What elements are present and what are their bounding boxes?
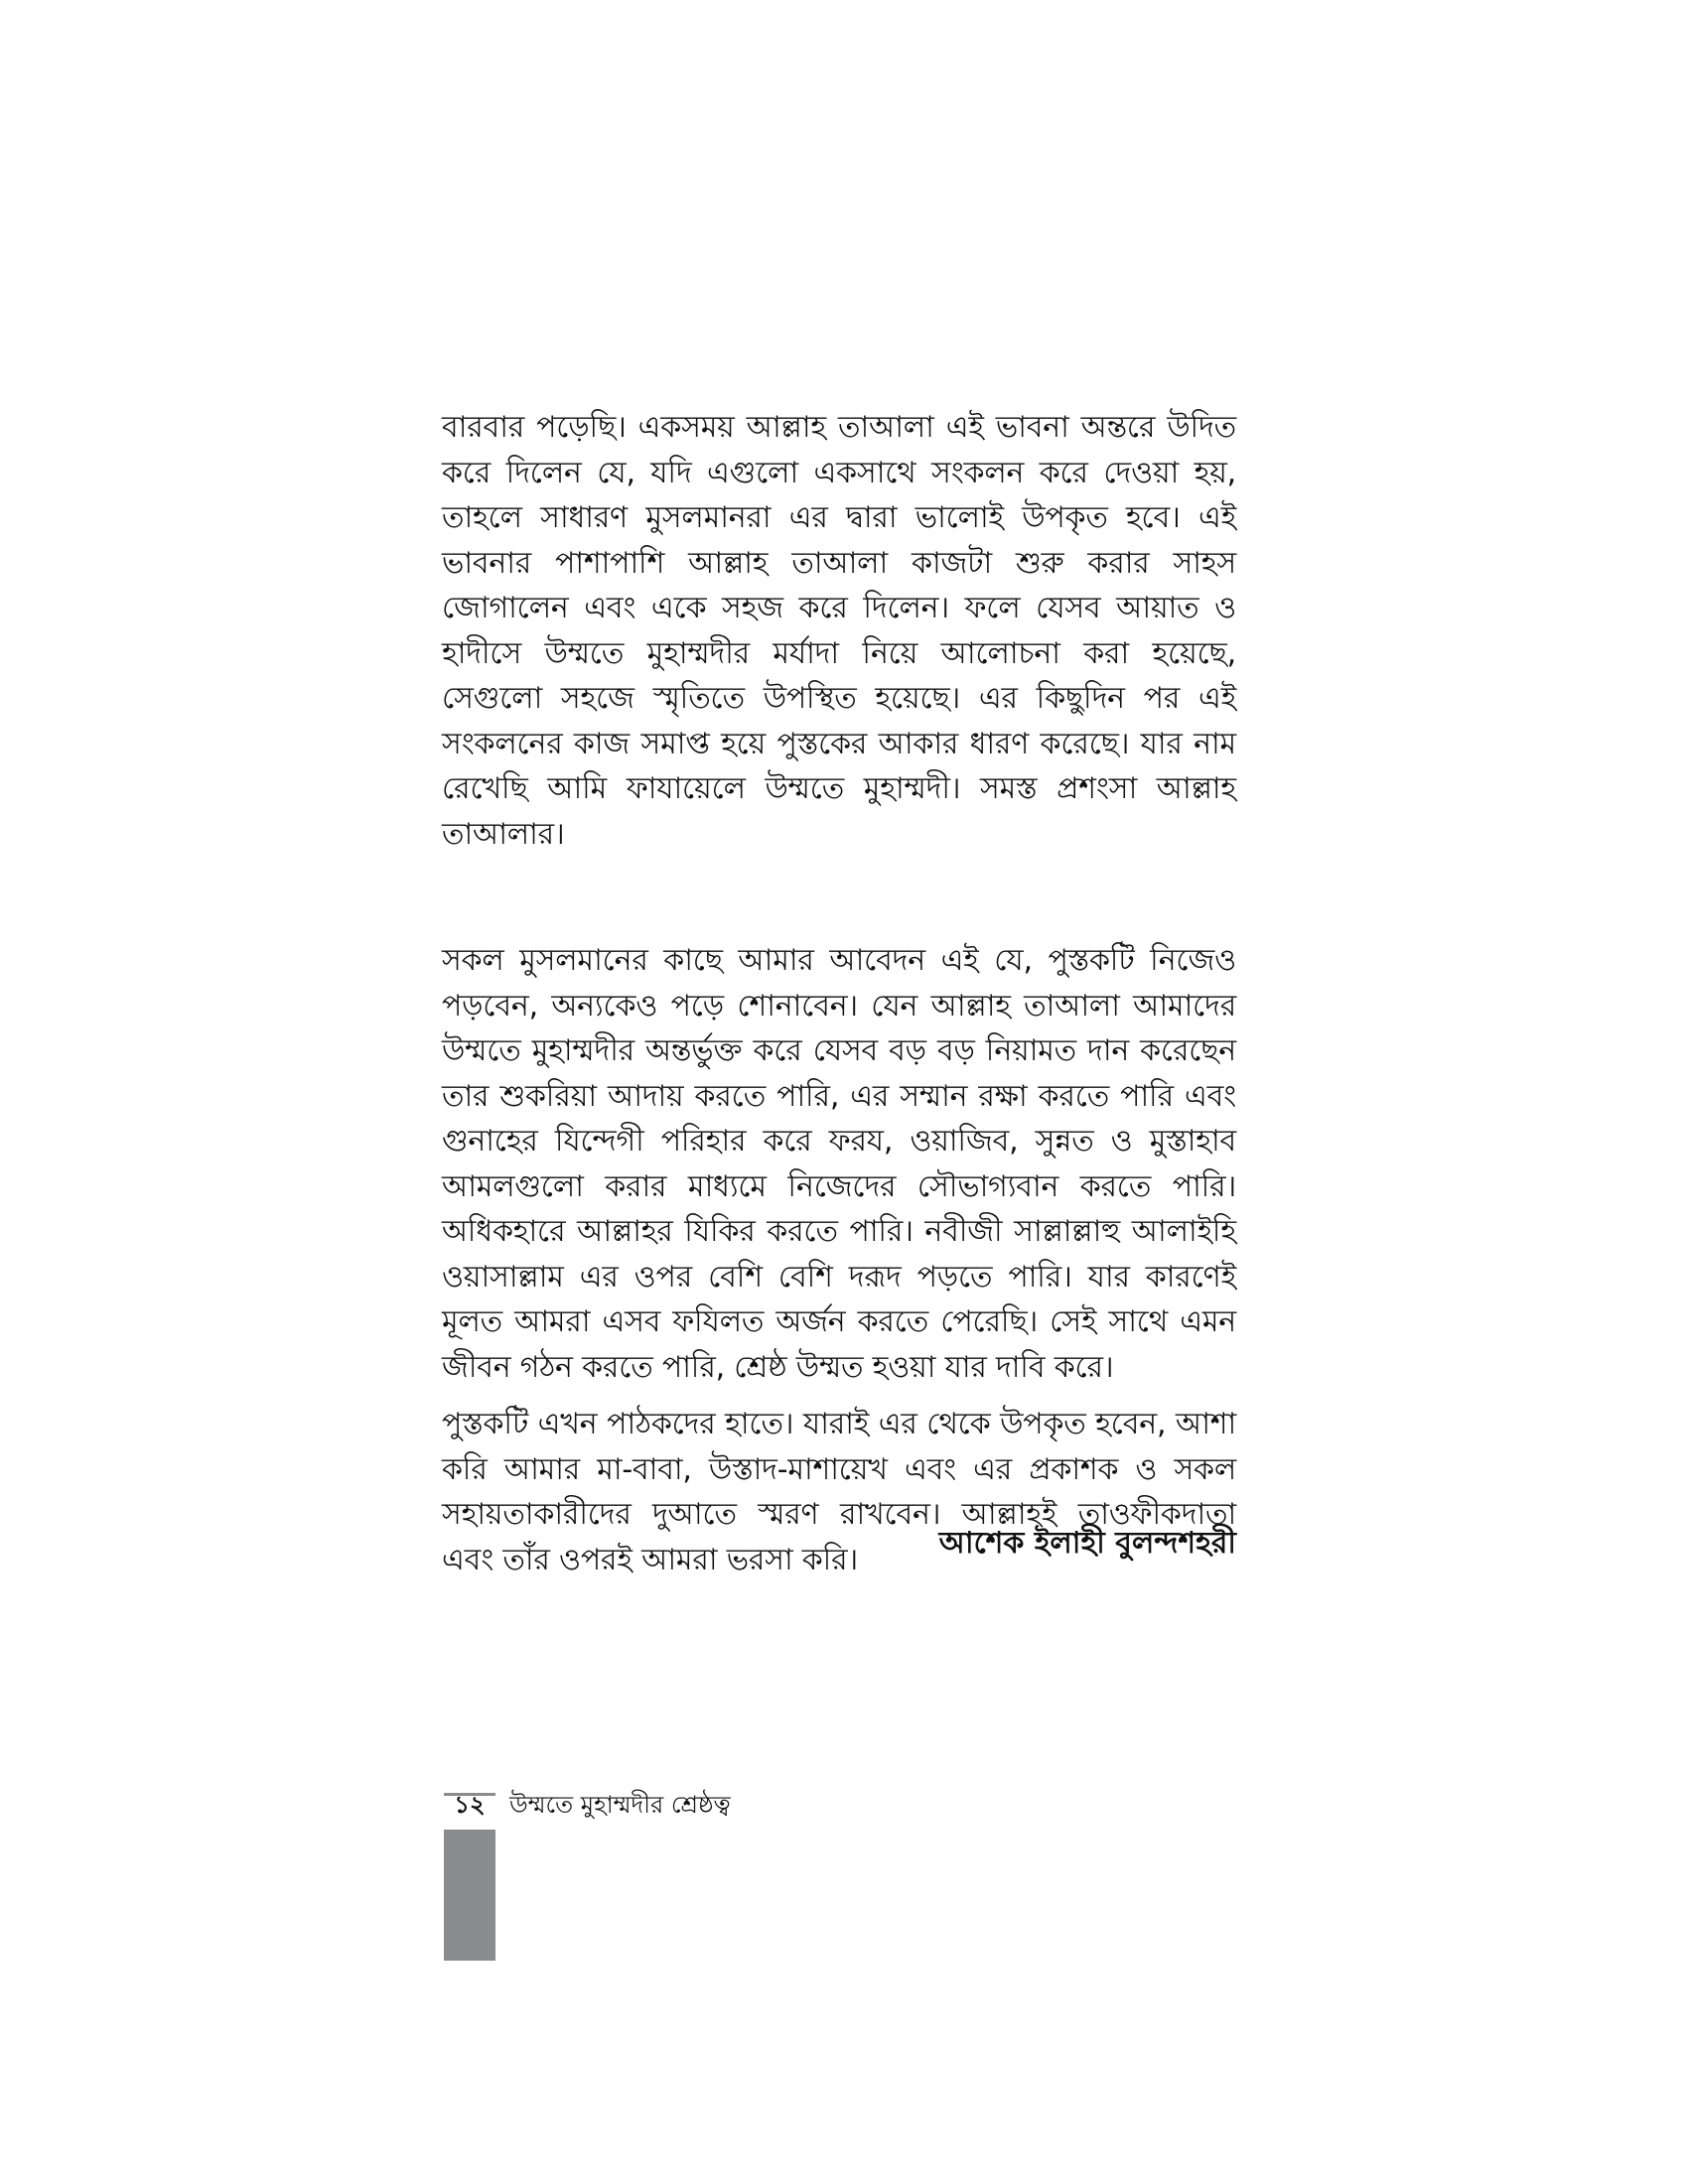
paragraph-3: পুস্তকটি এখন পাঠকদের হাতে। যারাই এর থেকে উপকৃত হবেন, আশা করি আমার মা-বাবা, উস্তাদ-মাশায়েখ এবং এর প্রকাশক ও সকল সহায়তাকারীদের দুআতে স্মরণ রাখবেন। আল্লাহই তাওফীকদাতা এবং তাঁর ওপরই আমরা ভরসা করি।	[442, 1407, 1236, 1577]
paragraph-2: সকল মুসলমানের কাছে আমার আবেদন এই যে, পুস্তকটি নিজেও পড়বেন, অন্যকেও পড়ে শোনাবেন। যেন আল্লাহ তাআলা আমাদের উম্মতে মুহাম্মদীর অন্তর্ভুক্ত করে যেসব বড় বড় নিয়ামত দান করেছেন তার শুকরিয়া আদায় করতে পারি, এর সম্মান রক্ষা করতে পারি এবং গুনাহের যিন্দেগী পরিহার করে ফরয, ওয়াজিব, সুন্নত ও মুস্তাহাব আমলগুলো করার মাধ্যমে নিজেদের সৌভাগ্যবান করতে পারি। অধিকহারে আল্লাহর যিকির করতে পারি। নবীজী সাল্লাল্লাহু আলাইহি ওয়াসাল্লাম এর ওপর বেশি বেশি দরূদ পড়তে পারি। যার কারণেই মূলত আমরা এসব ফযিলত অর্জন করতে পেরেছি। সেই সাথে এমন জীবন গঠন করতে পারি, শ্রেষ্ঠ উম্মত হওয়া যার দাবি করে।	[442, 943, 1236, 1385]
paragraph-1: বারবার পড়েছি। একসময় আল্লাহ তাআলা এই ভাবনা অন্তরে উদিত করে দিলেন যে, যদি এগুলো একসাথে সংকলন করে দেওয়া হয়, তাহলে সাধারণ মুসলমানরা এর দ্বারা ভালোই উপকৃত হবে। এই ভাবনার পাশাপাশি আল্লাহ তাআলা কাজটা শুরু করার সাহস জোগালেন এবং একে সহজ করে দিলেন। ফলে যেসব আয়াত ও হাদীসে উম্মতে মুহাম্মদীর মর্যাদা নিয়ে আলোচনা করা হয়েছে, সেগুলো সহজে স্মৃতিতে উপস্থিত হয়েছে। এর কিছুদিন পর এই সংকলনের কাজ সমাপ্ত হয়ে পুস্তকের আকার ধারণ করেছে। যার নাম রেখেছি আমি ফাযায়েলে উম্মতে মুহাম্মদী। সমস্ত প্রশংসা আল্লাহ তাআলার।	[442, 410, 1236, 852]
author-signature: আশেক ইলাহী বুলন্দশহরী	[938, 1526, 1236, 1561]
margin-tab	[444, 1830, 495, 1961]
page-number: ১২	[454, 1791, 486, 1819]
body-text	[442, 405, 1236, 1582]
page-footer	[444, 1790, 731, 1820]
running-title: উম্মতে মুহাম্মদীর শ্রেষ্ঠত্ব	[509, 1791, 731, 1819]
